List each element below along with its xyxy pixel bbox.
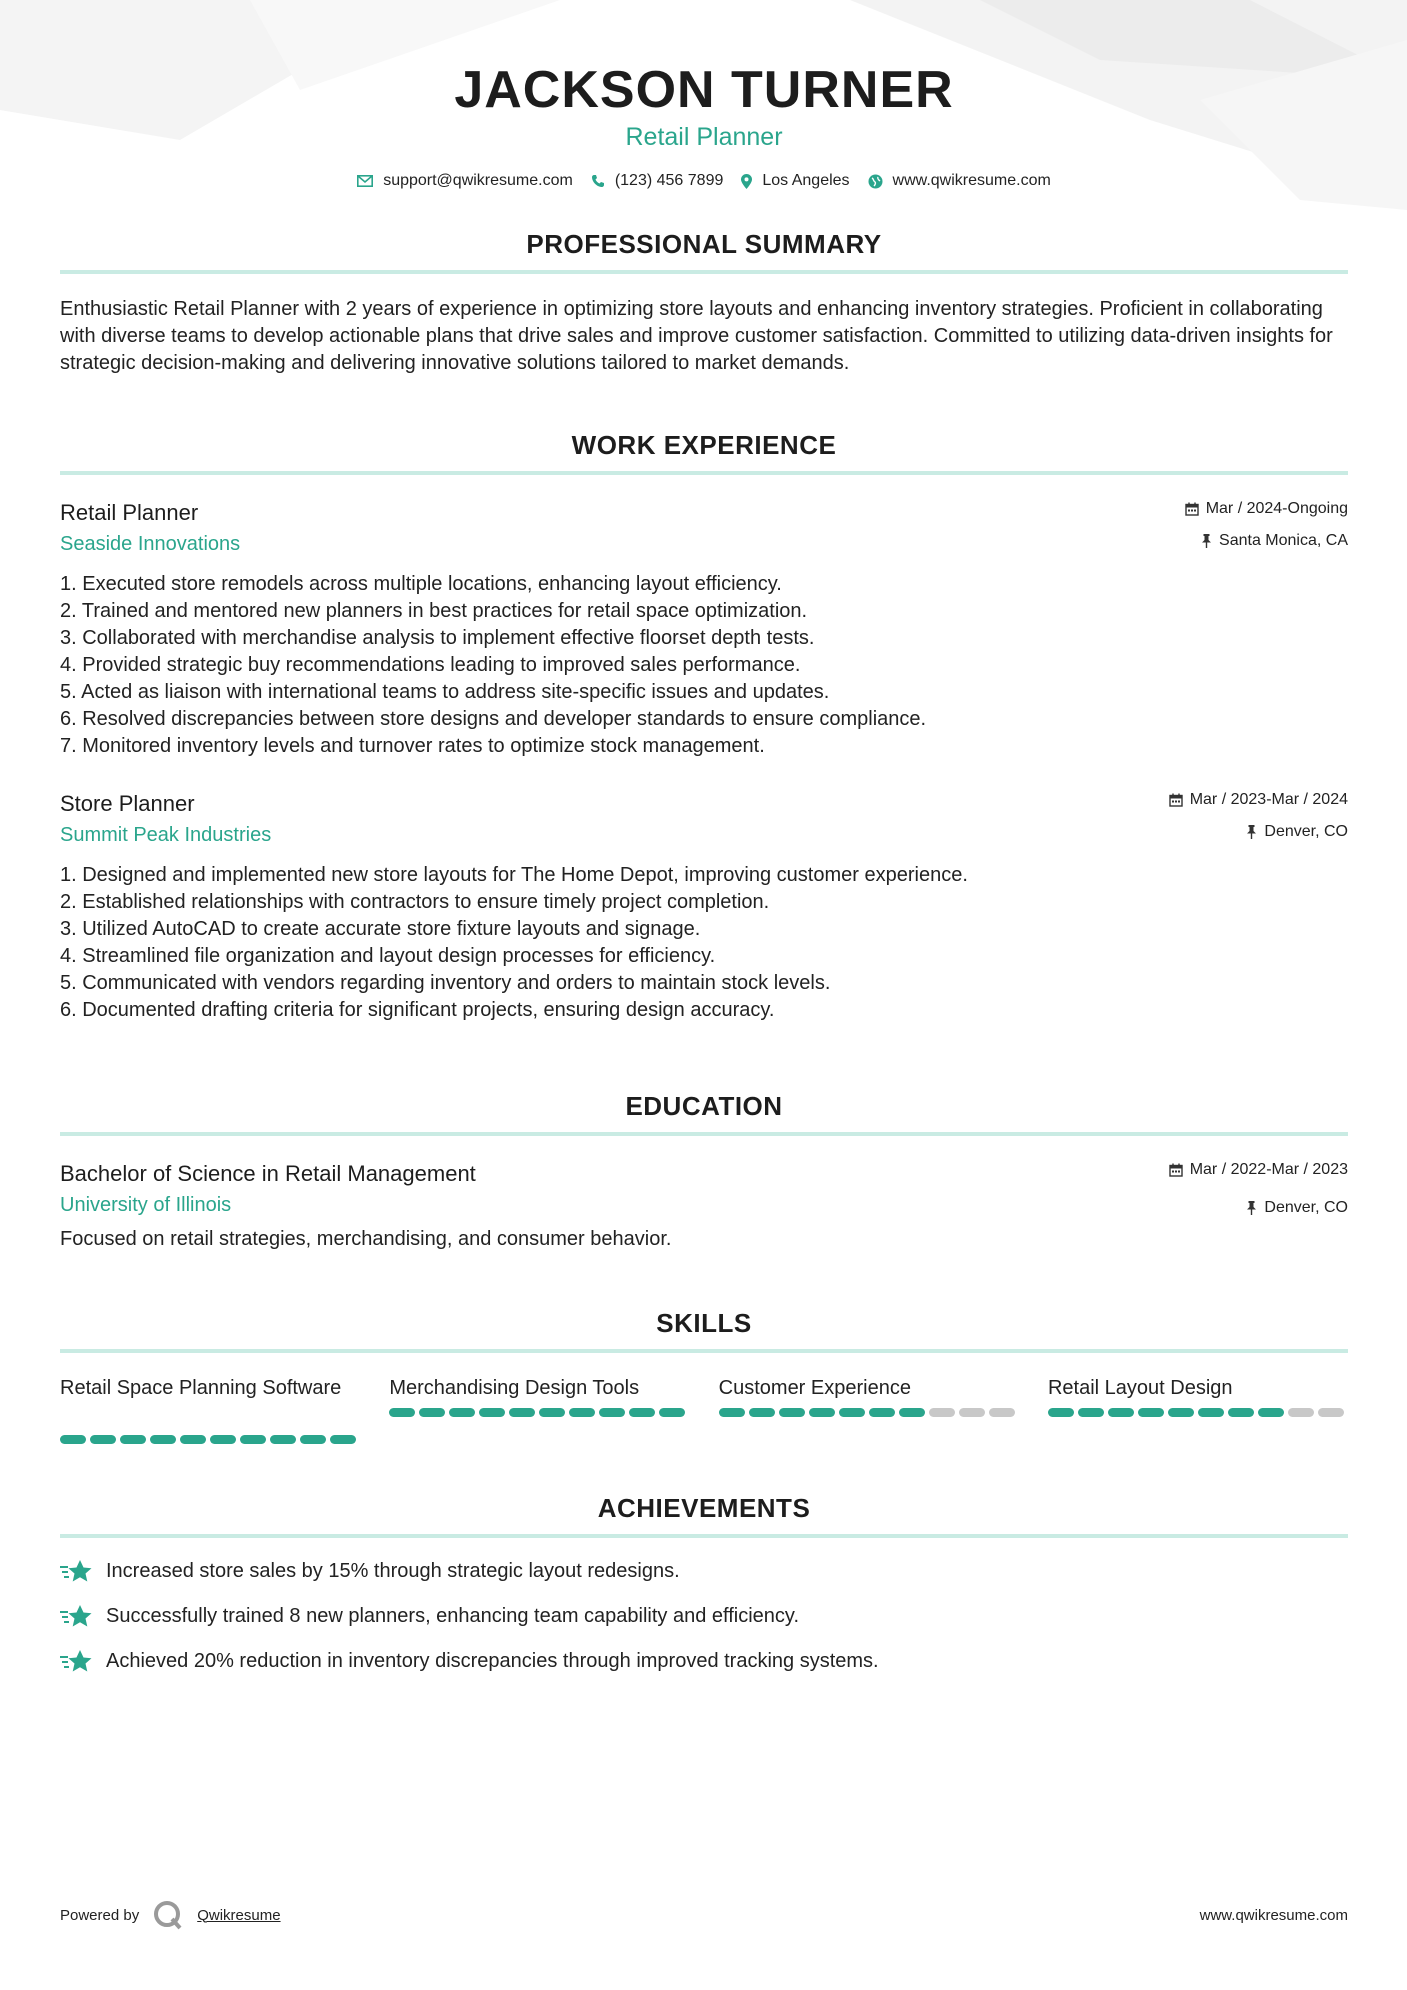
pushpin-icon xyxy=(1246,1201,1257,1215)
summary-text: Enthusiastic Retail Planner with 2 years of experience in optimizing store layouts and enhancing inventory strategies. Proficient in collaborating with diverse teams to develop actionable plans that drive sales and improve customer satisfaction. Committed to utilizing data-driven insights for strategic decision-making and delivering innovative solutions tailored to market demands. xyxy=(60,298,1333,374)
map-pin-icon xyxy=(741,174,752,189)
achievement-text: Successfully trained 8 new planners, enhancing team capability and efficiency. xyxy=(106,1605,799,1627)
skill-dot xyxy=(90,1435,116,1444)
resume-page xyxy=(60,0,1348,1675)
envelope-icon xyxy=(357,175,373,187)
skill-name: Customer Experience xyxy=(718,1377,911,1399)
skill-dot xyxy=(809,1408,835,1417)
achievement-text: Increased store sales by 15% through strategic layout redesigns. xyxy=(106,1560,680,1582)
skill-item xyxy=(389,1375,689,1444)
contact-location xyxy=(741,172,849,190)
skill-dot xyxy=(509,1408,535,1417)
skill-dot xyxy=(599,1408,625,1417)
skills-list xyxy=(60,1375,1348,1444)
bullet-item: 5. Acted as liaison with international teams to address site-specific issues and updates. xyxy=(60,681,830,703)
skill-dot xyxy=(539,1408,565,1417)
skill-dot xyxy=(1048,1408,1074,1417)
skill-dot xyxy=(240,1435,266,1444)
job-location xyxy=(1185,531,1348,551)
location-text: Los Angeles xyxy=(762,172,850,189)
skill-rating xyxy=(1048,1408,1348,1417)
footer-website[interactable]: www.qwikresume.com xyxy=(1199,1906,1348,1924)
bullet-item: 4. Provided strategic buy recommendations leading to improved sales performance. xyxy=(60,654,801,676)
star-icon xyxy=(60,1604,92,1630)
candidate-title: Retail Planner xyxy=(625,123,783,151)
bullet-item: 2. Trained and mentored new planners in best practices for retail space optimization. xyxy=(60,600,808,622)
job-dates-text: Mar / 2024-Ongoing xyxy=(1205,500,1348,517)
education-dates xyxy=(1169,1160,1348,1180)
company-name: Summit Peak Industries xyxy=(60,824,272,846)
achievements-heading: ACHIEVEMENTS xyxy=(597,1493,811,1523)
bullet-item: 3. Utilized AutoCAD to create accurate store fixture layouts and signage. xyxy=(60,918,701,940)
achievements-list xyxy=(60,1558,1348,1675)
skill-item xyxy=(1048,1375,1348,1444)
degree-title: Bachelor of Science in Retail Management xyxy=(60,1161,476,1186)
phone-icon xyxy=(591,174,605,188)
skill-dot xyxy=(419,1408,445,1417)
skill-rating xyxy=(389,1408,689,1417)
achievements-section xyxy=(60,1492,1348,1675)
section-divider xyxy=(60,270,1348,274)
skill-item xyxy=(719,1375,1019,1444)
section-divider xyxy=(60,471,1348,475)
skill-name: Retail Layout Design xyxy=(1047,1377,1233,1399)
star-icon xyxy=(60,1559,92,1585)
pushpin-icon xyxy=(1246,825,1257,839)
skill-dot xyxy=(869,1408,895,1417)
skill-dot xyxy=(899,1408,925,1417)
achievement-item xyxy=(60,1558,1348,1585)
website-text: www.qwikresume.com xyxy=(892,172,1051,189)
skill-dot xyxy=(989,1408,1015,1417)
candidate-name: JACKSON TURNER xyxy=(454,61,954,119)
education-section xyxy=(60,1090,1348,1253)
job-location-text: Santa Monica, CA xyxy=(1219,532,1348,549)
star-icon xyxy=(60,1649,92,1675)
skill-dot xyxy=(449,1408,475,1417)
skill-item xyxy=(60,1375,360,1444)
education-heading: EDUCATION xyxy=(625,1091,783,1121)
calendar-icon xyxy=(1185,502,1199,516)
email-text: support@qwikresume.com xyxy=(383,172,573,189)
achievement-item xyxy=(60,1603,1348,1630)
job-dates xyxy=(1169,790,1348,810)
calendar-icon xyxy=(1169,793,1183,807)
job-dates xyxy=(1185,499,1348,519)
skill-dot xyxy=(1108,1408,1134,1417)
qwikresume-link[interactable]: Qwikresume xyxy=(197,1906,281,1924)
job-entry xyxy=(60,790,1348,1024)
experience-heading: WORK EXPERIENCE xyxy=(571,430,837,460)
summary-section xyxy=(60,228,1348,377)
skills-section xyxy=(60,1307,1348,1444)
skill-dot xyxy=(330,1435,356,1444)
skill-dot xyxy=(1168,1408,1194,1417)
skill-dot xyxy=(659,1408,685,1417)
skill-dot xyxy=(60,1435,86,1444)
school-name: University of Illinois xyxy=(60,1194,232,1216)
skill-dot xyxy=(300,1435,326,1444)
company-name: Seaside Innovations xyxy=(60,533,241,555)
job-bullets xyxy=(60,862,1348,1024)
skill-dot xyxy=(479,1408,505,1417)
skill-dot xyxy=(959,1408,985,1417)
globe-icon xyxy=(868,174,883,189)
education-description: Focused on retail strategies, merchandising, and consumer behavior. xyxy=(60,1228,672,1250)
skill-name: Merchandising Design Tools xyxy=(389,1377,640,1399)
job-dates-text: Mar / 2023-Mar / 2024 xyxy=(1189,791,1348,808)
skill-dot xyxy=(929,1408,955,1417)
skill-dot xyxy=(1228,1408,1254,1417)
footer xyxy=(60,1900,1348,1930)
section-divider xyxy=(60,1534,1348,1538)
contact-phone[interactable] xyxy=(591,172,724,190)
job-title: Retail Planner xyxy=(60,500,199,525)
bullet-item: 6. Resolved discrepancies between store designs and developer standards to ensure compliance. xyxy=(60,708,927,730)
section-divider xyxy=(60,1349,1348,1353)
bullet-item: 6. Documented drafting criteria for significant projects, ensuring design accuracy. xyxy=(60,999,775,1021)
skill-dot xyxy=(749,1408,775,1417)
education-location xyxy=(1169,1198,1348,1218)
experience-section xyxy=(60,429,1348,1024)
skill-dot xyxy=(1258,1408,1284,1417)
education-dates-text: Mar / 2022-Mar / 2023 xyxy=(1189,1161,1348,1178)
job-title: Store Planner xyxy=(60,791,195,816)
qwikresume-logo-icon xyxy=(153,1900,183,1930)
job-entry xyxy=(60,499,1348,760)
skill-dot xyxy=(389,1408,415,1417)
skill-dot xyxy=(629,1408,655,1417)
summary-heading: PROFESSIONAL SUMMARY xyxy=(526,229,882,259)
contact-bar xyxy=(60,172,1348,190)
pushpin-icon xyxy=(1201,534,1212,548)
skill-dot xyxy=(779,1408,805,1417)
skill-dot xyxy=(839,1408,865,1417)
achievement-text: Achieved 20% reduction in inventory discrepancies through improved tracking systems. xyxy=(106,1650,879,1672)
bullet-item: 1. Executed store remodels across multiple locations, enhancing layout efficiency. xyxy=(60,573,782,595)
skill-dot xyxy=(719,1408,745,1417)
education-location-text: Denver, CO xyxy=(1264,1199,1348,1216)
bullet-item: 4. Streamlined file organization and layout design processes for efficiency. xyxy=(60,945,716,967)
contact-email[interactable] xyxy=(357,172,573,190)
skill-dot xyxy=(1198,1408,1224,1417)
bullet-item: 2. Established relationships with contractors to ensure timely project completion. xyxy=(60,891,770,913)
skills-heading: SKILLS xyxy=(656,1308,752,1338)
phone-text: (123) 456 7899 xyxy=(614,172,724,189)
bullet-item: 1. Designed and implemented new store layouts for The Home Depot, improving customer experience. xyxy=(60,864,968,886)
skill-dot xyxy=(1318,1408,1344,1417)
education-entry xyxy=(60,1160,1348,1253)
job-location xyxy=(1169,822,1348,842)
skill-rating xyxy=(60,1435,360,1444)
job-bullets xyxy=(60,571,1348,760)
skill-dot xyxy=(1078,1408,1104,1417)
bullet-item: 3. Collaborated with merchandise analysis to implement effective floorset depth tests. xyxy=(60,627,815,649)
skill-dot xyxy=(1288,1408,1314,1417)
skill-dot xyxy=(210,1435,236,1444)
skill-dot xyxy=(1138,1408,1164,1417)
calendar-icon xyxy=(1169,1163,1183,1177)
skill-rating xyxy=(719,1408,1019,1417)
skill-dot xyxy=(180,1435,206,1444)
skill-dot xyxy=(569,1408,595,1417)
achievement-item xyxy=(60,1648,1348,1675)
bullet-item: 7. Monitored inventory levels and turnover rates to optimize stock management. xyxy=(60,735,765,757)
skill-name: Retail Space Planning Software xyxy=(60,1377,342,1399)
section-divider xyxy=(60,1132,1348,1136)
skill-dot xyxy=(150,1435,176,1444)
skill-dot xyxy=(120,1435,146,1444)
job-location-text: Denver, CO xyxy=(1264,823,1348,840)
bullet-item: 5. Communicated with vendors regarding inventory and orders to maintain stock levels. xyxy=(60,972,831,994)
contact-website[interactable] xyxy=(868,172,1051,190)
powered-by-label: Powered by xyxy=(60,1906,140,1924)
skill-dot xyxy=(270,1435,296,1444)
